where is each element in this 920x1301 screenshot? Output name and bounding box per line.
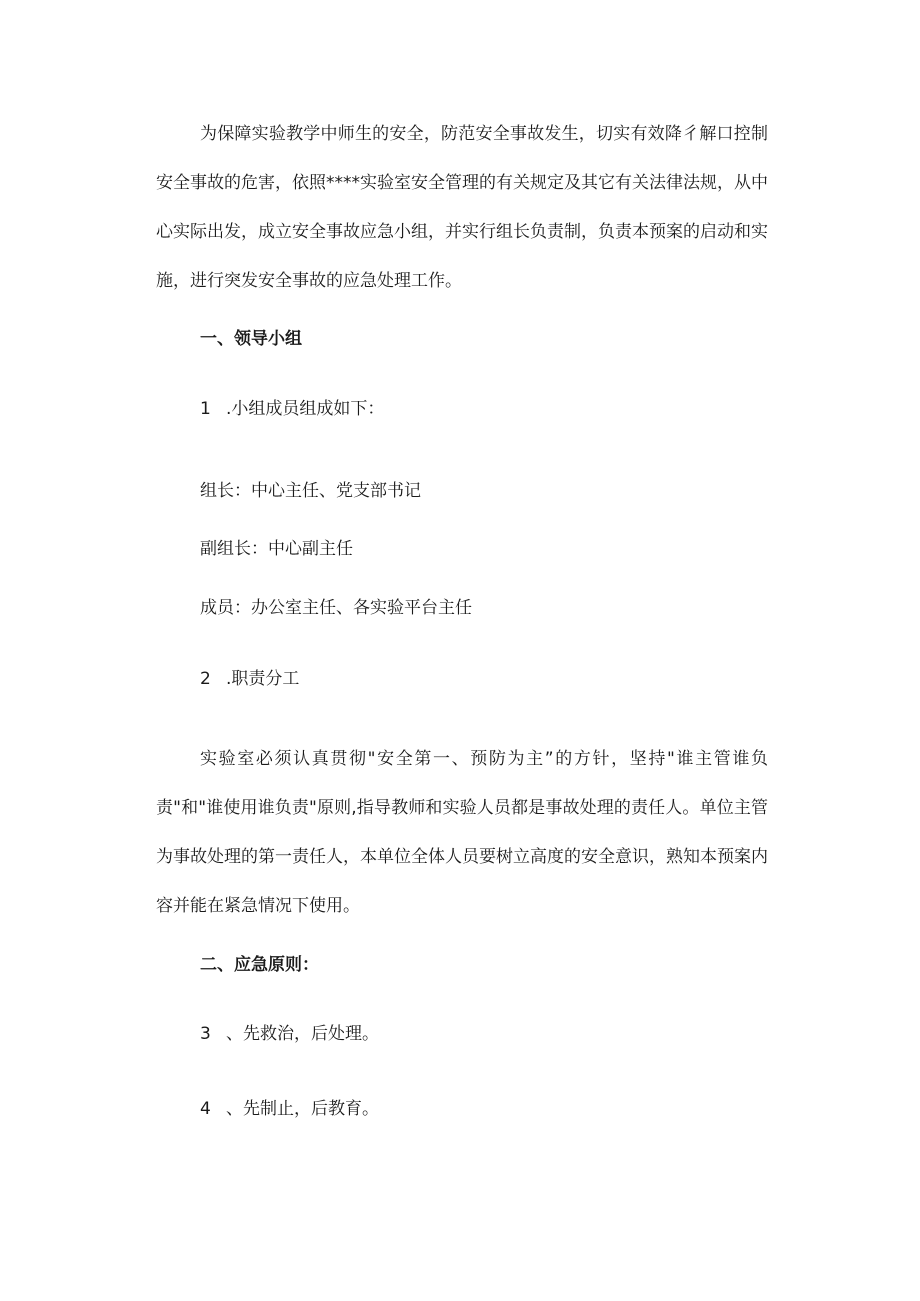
list-item-3 <box>200 1022 379 1046</box>
list-item-3-text: 、先救治，后处理。 <box>226 1024 379 1044</box>
leader-line: 组长：中心主任、党支部书记 <box>200 481 421 501</box>
list-item-3-number: 3 <box>200 1024 211 1044</box>
list-item-1-number: 1 <box>200 399 211 419</box>
list-item-1 <box>200 397 384 421</box>
list-item-4-text: 、先制止，后教育。 <box>226 1099 379 1119</box>
deputy-line: 副组长：中心副主任 <box>200 539 353 559</box>
list-item-2 <box>200 667 299 691</box>
list-item-2-text: .职责分工 <box>226 669 300 689</box>
members-line: 成员：办公室主任、各实验平台主任 <box>200 598 472 618</box>
intro-paragraph: 为保障实验教学中师生的安全，防范安全事故发生，切实有效降彳解口控制安全事故的危害，依照****实验室安全管理的有关规定及其它有关法律法规，从中心实际出发，成立安全事故应急小组，并实行组长负责制，负责本预案的启动和实施，进行突发安全事故的应急处理工作。 <box>156 124 768 291</box>
list-item-1-text: .小组成员组成如下： <box>226 399 385 419</box>
duties-paragraph: 实验室必须认真贯彻"安全第一、预防为主”的方针，坚持"谁主管谁负责"和"谁使用谁负责"原则,指导教师和实验人员都是事故处理的责任人。单位主管为事故处理的第一责任人，本单位全体人员要树立高度的安全意识，熟知本预案内容并能在紧急情况下使用。 <box>156 749 768 916</box>
list-item-2-number: 2 <box>200 669 211 689</box>
section2-heading: 二、应急原则： <box>200 955 319 975</box>
section1-heading: 一、领导小组 <box>200 329 302 349</box>
list-item-4 <box>200 1097 379 1121</box>
list-item-4-number: 4 <box>200 1099 211 1119</box>
